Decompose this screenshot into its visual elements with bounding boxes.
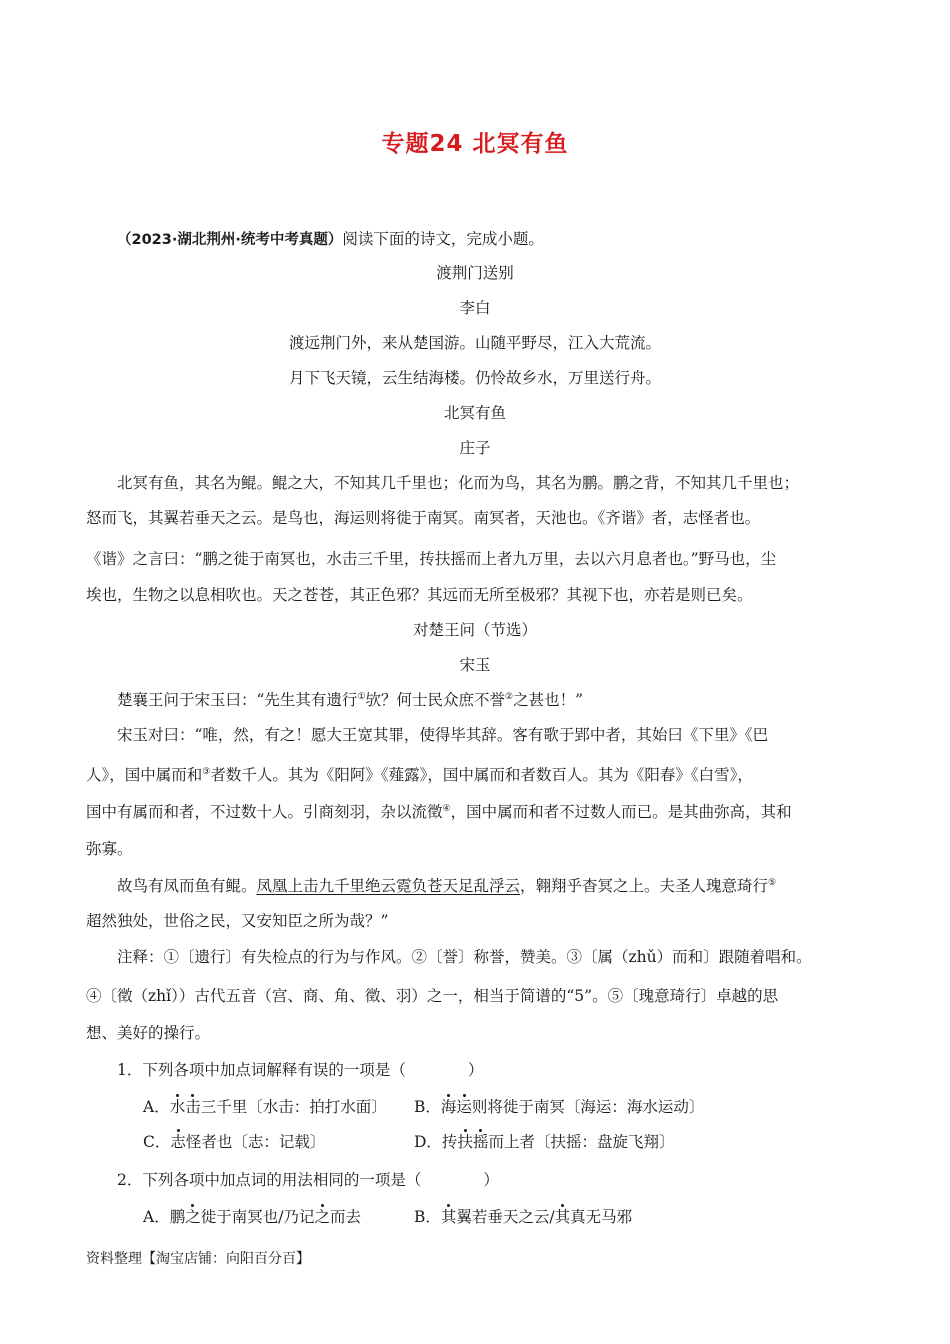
option-label: A． (143, 1098, 170, 1116)
text-segment: 而上者〔扶摇：盘旋飞翔〕 (488, 1133, 675, 1151)
dotted-char: 海 (440, 1098, 457, 1116)
source-label: （2023·湖北荆州·统考中考真题） (117, 232, 343, 248)
excerpt-line (86, 801, 792, 823)
text-segment: 三千里〔水击：拍打水面〕 (200, 1098, 387, 1116)
footnote-marker: ① (357, 692, 366, 702)
passage-line: 怒而飞，其翼若垂天之云。是鸟也，海运则将徙于南冥。南冥者，天池也。《齐谐》者，志怪者也。 (86, 509, 761, 527)
text-segment: 1．下列各项中加点词解释有误的一项是（ (117, 1061, 406, 1079)
footnote-marker: ⑤ (768, 878, 777, 888)
text-segment: 真无马邪 (570, 1208, 633, 1226)
question-1-stem (117, 1059, 483, 1081)
text-segment: 徙于南冥也/乃记 (200, 1208, 315, 1226)
footnote-marker: ② (505, 692, 514, 702)
dotted-char: 击 (185, 1098, 201, 1116)
question-2-stem (117, 1169, 499, 1191)
text-segment: 而去 (329, 1208, 361, 1226)
option-label: B． (414, 1098, 441, 1116)
passage-title: 北冥有鱼 (443, 404, 506, 422)
excerpt-title: 对楚王问（节选） (412, 621, 537, 639)
text-segment: ） (483, 1171, 499, 1189)
text-segment: 翼若垂天之云/ (456, 1208, 555, 1226)
footer-credit: 资料整理【淘宝店铺：向阳百分百】 (86, 1251, 310, 1267)
option-label: C． (143, 1133, 171, 1151)
excerpt-line (86, 764, 753, 786)
excerpt-line: 超然独处，世俗之民，又安知臣之所为哉？” (86, 912, 389, 930)
dotted-char: 水 (169, 1098, 186, 1116)
text-segment: 欤？何士民众庶不誉 (365, 691, 506, 709)
option-label: A．鹏 (143, 1208, 186, 1226)
excerpt-line: 宋玉对曰：“唯，然，有之！愿大王宽其罪，使得毕其辞。客有歌于郢中者，其始曰《下里》《巴 (117, 726, 769, 744)
underlined-sentence: 凤凰上击九千里绝云霓负苍天足乱浮云 (256, 877, 521, 895)
text-segment: 者数千人。其为《阳阿》《薤露》，国中属而和者数百人。其为《阳春》《白雪》， (210, 766, 753, 784)
text-segment: ） (467, 1061, 484, 1079)
dotted-char: 之 (314, 1208, 330, 1226)
poem-title: 渡荆门送别 (436, 264, 514, 282)
footnote-marker: ③ (202, 767, 211, 777)
instruction-text: 阅读下面的诗文，完成小题。 (342, 230, 544, 248)
dotted-char: 之 (185, 1208, 201, 1226)
option-label: B． (414, 1208, 441, 1226)
notes-line: 想、美好的操行。 (86, 1024, 211, 1042)
excerpt-author: 宋玉 (459, 656, 491, 674)
q2-option-b (414, 1206, 632, 1228)
page-title: 专题24 北冥有鱼 (381, 131, 569, 157)
notes-line: ④〔徵（zhǐ））古代五音（宫、商、角、徵、羽）之一，相当于简谱的“5”。⑤〔瑰意琦行〕卓越的思 (86, 987, 779, 1005)
passage-author: 庄子 (459, 439, 491, 457)
text-segment: 则将徙于南冥〔海运：海水运动〕 (471, 1098, 705, 1116)
text-segment: 怪者也〔志：记载〕 (185, 1133, 326, 1151)
dotted-char: 运 (456, 1098, 472, 1116)
text-segment: 国中有属而和者，不过数十人。引商刻羽，杂以流徵 (86, 803, 443, 821)
notes-line: 注释：①〔遗行〕有失检点的行为与作风。②〔誉〕称誉，赞美。③〔属（zhǔ）而和〕跟随着唱和。 (117, 948, 812, 966)
text-segment: ，国中属而和者不过数人而已。是其曲弥高，其和 (450, 803, 792, 821)
q1-option-a (143, 1096, 387, 1118)
q2-option-a (143, 1206, 361, 1228)
dotted-char: 摇 (472, 1133, 489, 1151)
dotted-char: 其 (440, 1208, 457, 1226)
dotted-char: 志 (170, 1133, 186, 1151)
text-segment: 楚襄王问于宋玉曰：“先生其有遗行 (117, 691, 358, 709)
text-segment: 人》，国中属而和 (86, 766, 203, 784)
poem-line-1: 渡远荆门外，来从楚国游。山随平野尽，江入大荒流。 (288, 334, 661, 352)
poem-author: 李白 (459, 299, 491, 317)
passage-line: 埃也，生物之以息相吹也。天之苍苍，其正色邪？其远而无所至极邪？其视下也，亦若是则已矣。 (86, 586, 753, 604)
poem-line-2: 月下飞天镜，云生结海楼。仍怜故乡水，万里送行舟。 (288, 369, 661, 387)
dotted-char: 扶 (457, 1133, 473, 1151)
footnote-marker: ④ (442, 804, 451, 814)
text-segment: 故鸟有凤而鱼有鲲。 (117, 877, 257, 895)
q1-option-d (414, 1131, 674, 1153)
text-segment: 之甚也！” (513, 691, 584, 709)
text-segment: ，翱翔乎杳冥之上。夫圣人瑰意琦行 (520, 877, 769, 895)
excerpt-line (117, 689, 583, 711)
q1-option-b (414, 1096, 704, 1118)
passage-line: 《谐》之言曰：“鹏之徙于南冥也，水击三千里，抟扶摇而上者九万里，去以六月息者也。”野马也，尘 (86, 550, 777, 568)
q1-option-c (143, 1131, 325, 1153)
option-label: D．抟 (414, 1133, 458, 1151)
dotted-char: 其 (554, 1208, 571, 1226)
text-segment: 2．下列各项中加点词的用法相同的一项是（ (117, 1171, 422, 1189)
passage-line: 北冥有鱼，其名为鲲。鲲之大，不知其几千里也；化而为鸟，其名为鹏。鹏之背，不知其几千里也； (117, 474, 800, 492)
excerpt-line (117, 875, 776, 897)
intro-line (117, 228, 544, 251)
excerpt-line: 弥寡。 (86, 840, 133, 858)
